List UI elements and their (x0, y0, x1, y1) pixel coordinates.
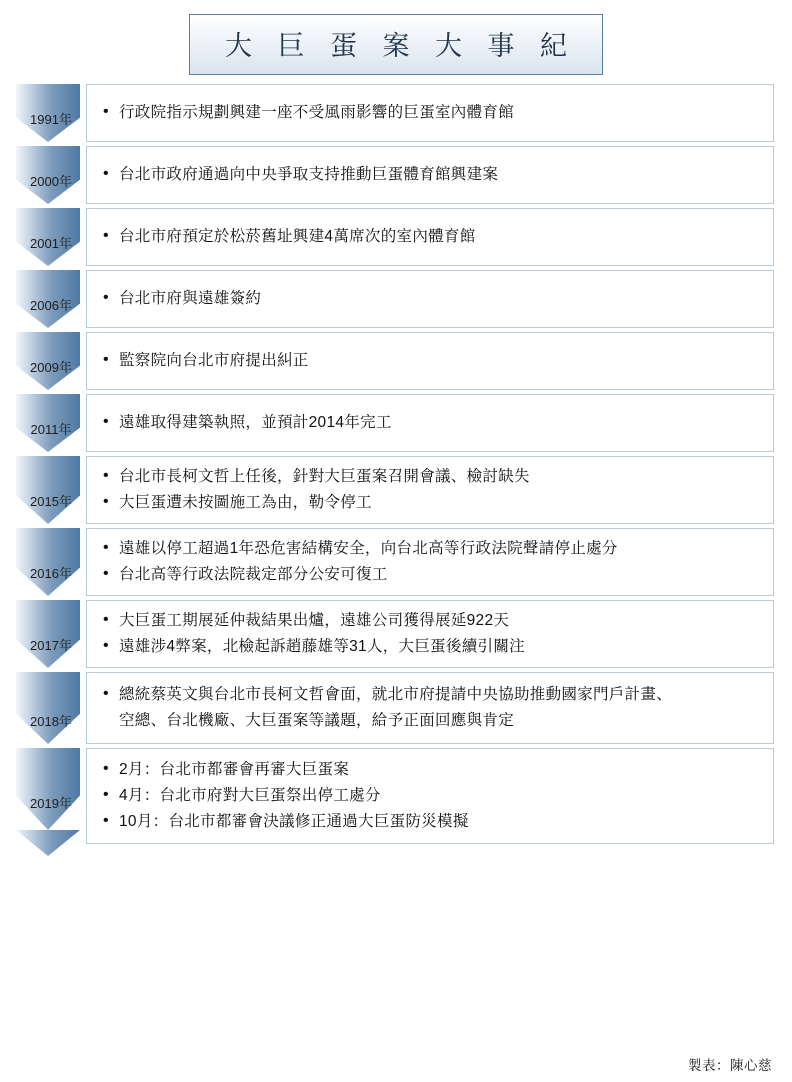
year-label: 2000年 (30, 174, 72, 189)
list-item: • 台北市府與遠雄簽約 (103, 287, 759, 311)
list-item: • 監察院向台北市府提出糾正 (103, 349, 759, 373)
year-label: 2018年 (30, 714, 72, 729)
credit-text: 製表：陳心慈 (688, 1058, 772, 1073)
year-label: 2001年 (30, 236, 72, 251)
timeline-row (0, 394, 792, 452)
event-box (86, 528, 774, 596)
year-label: 1991年 (30, 112, 72, 127)
event-box (86, 146, 774, 204)
event-box (86, 84, 774, 142)
timeline-row (0, 528, 792, 596)
year-label: 2019年 (30, 796, 72, 811)
event-box (86, 600, 774, 668)
timeline-row (0, 84, 792, 142)
event-box (86, 748, 774, 844)
year-marker (0, 146, 86, 204)
year-marker (0, 270, 86, 328)
year-marker (0, 600, 86, 668)
year-marker (0, 332, 86, 390)
timeline-row (0, 600, 792, 668)
year-marker (0, 84, 86, 142)
title-container (0, 14, 792, 75)
page-title: 大 巨 蛋 案 大 事 紀 (224, 31, 576, 61)
year-marker (0, 394, 86, 452)
event-box (86, 332, 774, 390)
event-box (86, 208, 774, 266)
timeline-row (0, 332, 792, 390)
event-box (86, 672, 774, 744)
year-label: 2016年 (30, 566, 72, 581)
year-label: 2006年 (30, 298, 72, 313)
year-label: 2017年 (30, 638, 72, 653)
list-item: • 2月：台北市都審會再審大巨蛋案 (103, 758, 759, 782)
year-marker (0, 456, 86, 524)
title-box (189, 14, 603, 75)
list-item: • 4月：台北市府對大巨蛋祭出停工處分 (103, 784, 759, 808)
list-item: • 遠雄取得建築執照，並預計2014年完工 (103, 411, 759, 435)
list-item: • 大巨蛋遭未按圖施工為由，勒令停工 (103, 491, 759, 515)
list-item: • 遠雄涉4弊案，北檢起訴趙藤雄等31人，大巨蛋後續引關注 (103, 635, 759, 659)
list-item: • 台北市政府通過向中央爭取支持推動巨蛋體育館興建案 (103, 163, 759, 187)
year-marker (0, 208, 86, 266)
timeline-row (0, 672, 792, 744)
timeline-row (0, 456, 792, 524)
list-item: • 行政院指示規劃興建一座不受風雨影響的巨蛋室內體育館 (103, 101, 759, 125)
timeline-row (0, 208, 792, 266)
list-item: 空總、台北機廠、大巨蛋案等議題，給予正面回應與肯定 (119, 712, 515, 729)
year-label: 2009年 (30, 360, 72, 375)
timeline-row (0, 270, 792, 328)
year-label: 2015年 (30, 494, 72, 509)
timeline-row (0, 146, 792, 204)
list-item: • 台北高等行政法院裁定部分公安可復工 (103, 563, 759, 587)
list-item: • 大巨蛋工期展延仲裁結果出爐，遠雄公司獲得展延922天 (103, 609, 759, 633)
list-item: • 台北市長柯文哲上任後，針對大巨蛋案召開會議、檢討缺失 (103, 465, 759, 489)
year-label: 2011年 (30, 422, 72, 437)
list-item: • 10月：台北市都審會決議修正通過大巨蛋防災模擬 (103, 810, 759, 834)
list-item: • 總統蔡英文與台北市長柯文哲會面，就北市府提請中央協助推動國家門戶計畫、 (103, 683, 759, 707)
list-item: • 台北市府預定於松菸舊址興建4萬席次的室內體育館 (103, 225, 759, 249)
year-marker (0, 528, 86, 596)
timeline (0, 84, 792, 856)
year-marker (0, 672, 86, 744)
event-box (86, 456, 774, 524)
timeline-row (0, 748, 792, 852)
event-box (86, 270, 774, 328)
year-marker (0, 748, 86, 852)
event-box (86, 394, 774, 452)
list-item: • 遠雄以停工超過1年恐危害結構安全，向台北高等行政法院聲請停止處分 (103, 537, 759, 561)
